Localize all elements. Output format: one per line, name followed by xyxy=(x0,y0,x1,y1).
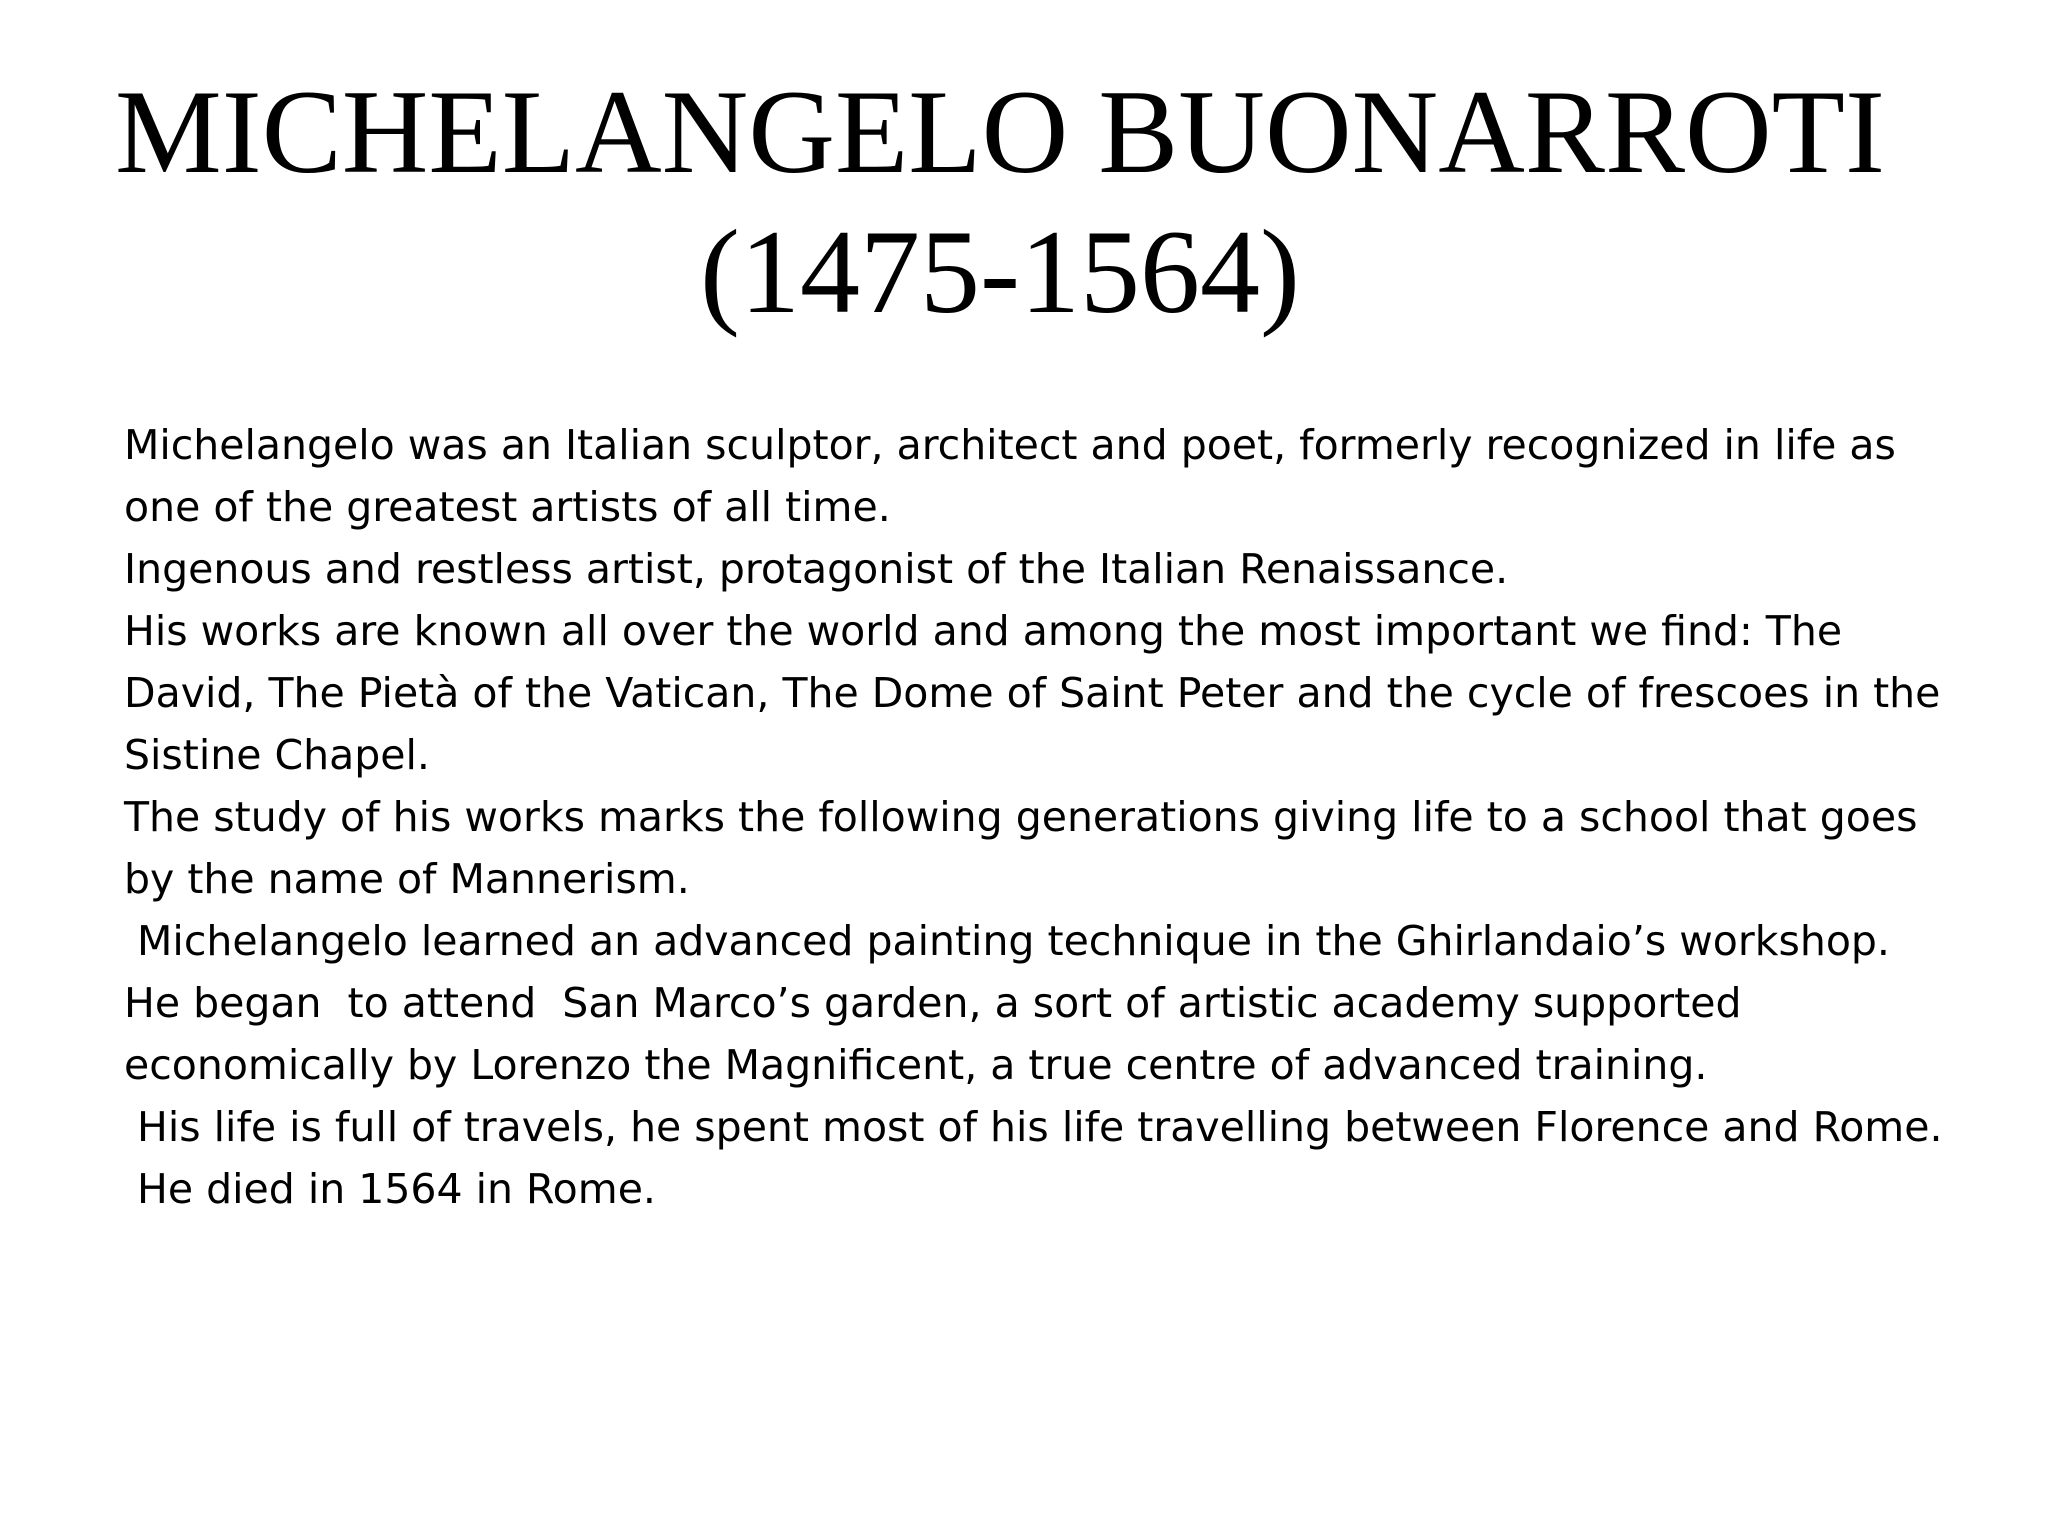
title-dates: (1475-1564) xyxy=(700,205,1300,338)
paragraph-renaissance: Ingenous and restless artist, protagonist of the Italian Renaissance. xyxy=(124,545,1509,593)
paragraph-mannerism: The study of his works marks the following generations giving life to a school that goes by the name of Mannerism. xyxy=(124,793,1931,903)
paragraph-works: His works are known all over the world and among the most important we find: The David, The Pietà of the Vatican, The Dome of Saint Peter and the cycle of frescoes in the Sistine Chapel. xyxy=(124,607,1954,779)
paragraph-death: He died in 1564 in Rome. xyxy=(124,1165,656,1213)
paragraph-ghirlandaio: Michelangelo learned an advanced painting technique in the Ghirlandaio’s workshop. xyxy=(124,917,1890,965)
paragraph-intro: Michelangelo was an Italian sculptor, architect and poet, formerly recognized in life as one of the greatest artists of all time. xyxy=(124,421,1909,531)
paragraph-travels: His life is full of travels, he spent most of his life travelling between Florence and Rome. xyxy=(124,1103,1943,1151)
slide-title xyxy=(0,62,2000,342)
slide-body xyxy=(124,414,1954,1220)
title-name: MICHELANGELO BUONARROTI xyxy=(115,65,1885,198)
paragraph-san-marco: He began to attend San Marco’s garden, a sort of artistic academy supported economically by Lorenzo the Magnificent, a true centre of advanced training. xyxy=(124,979,1755,1089)
